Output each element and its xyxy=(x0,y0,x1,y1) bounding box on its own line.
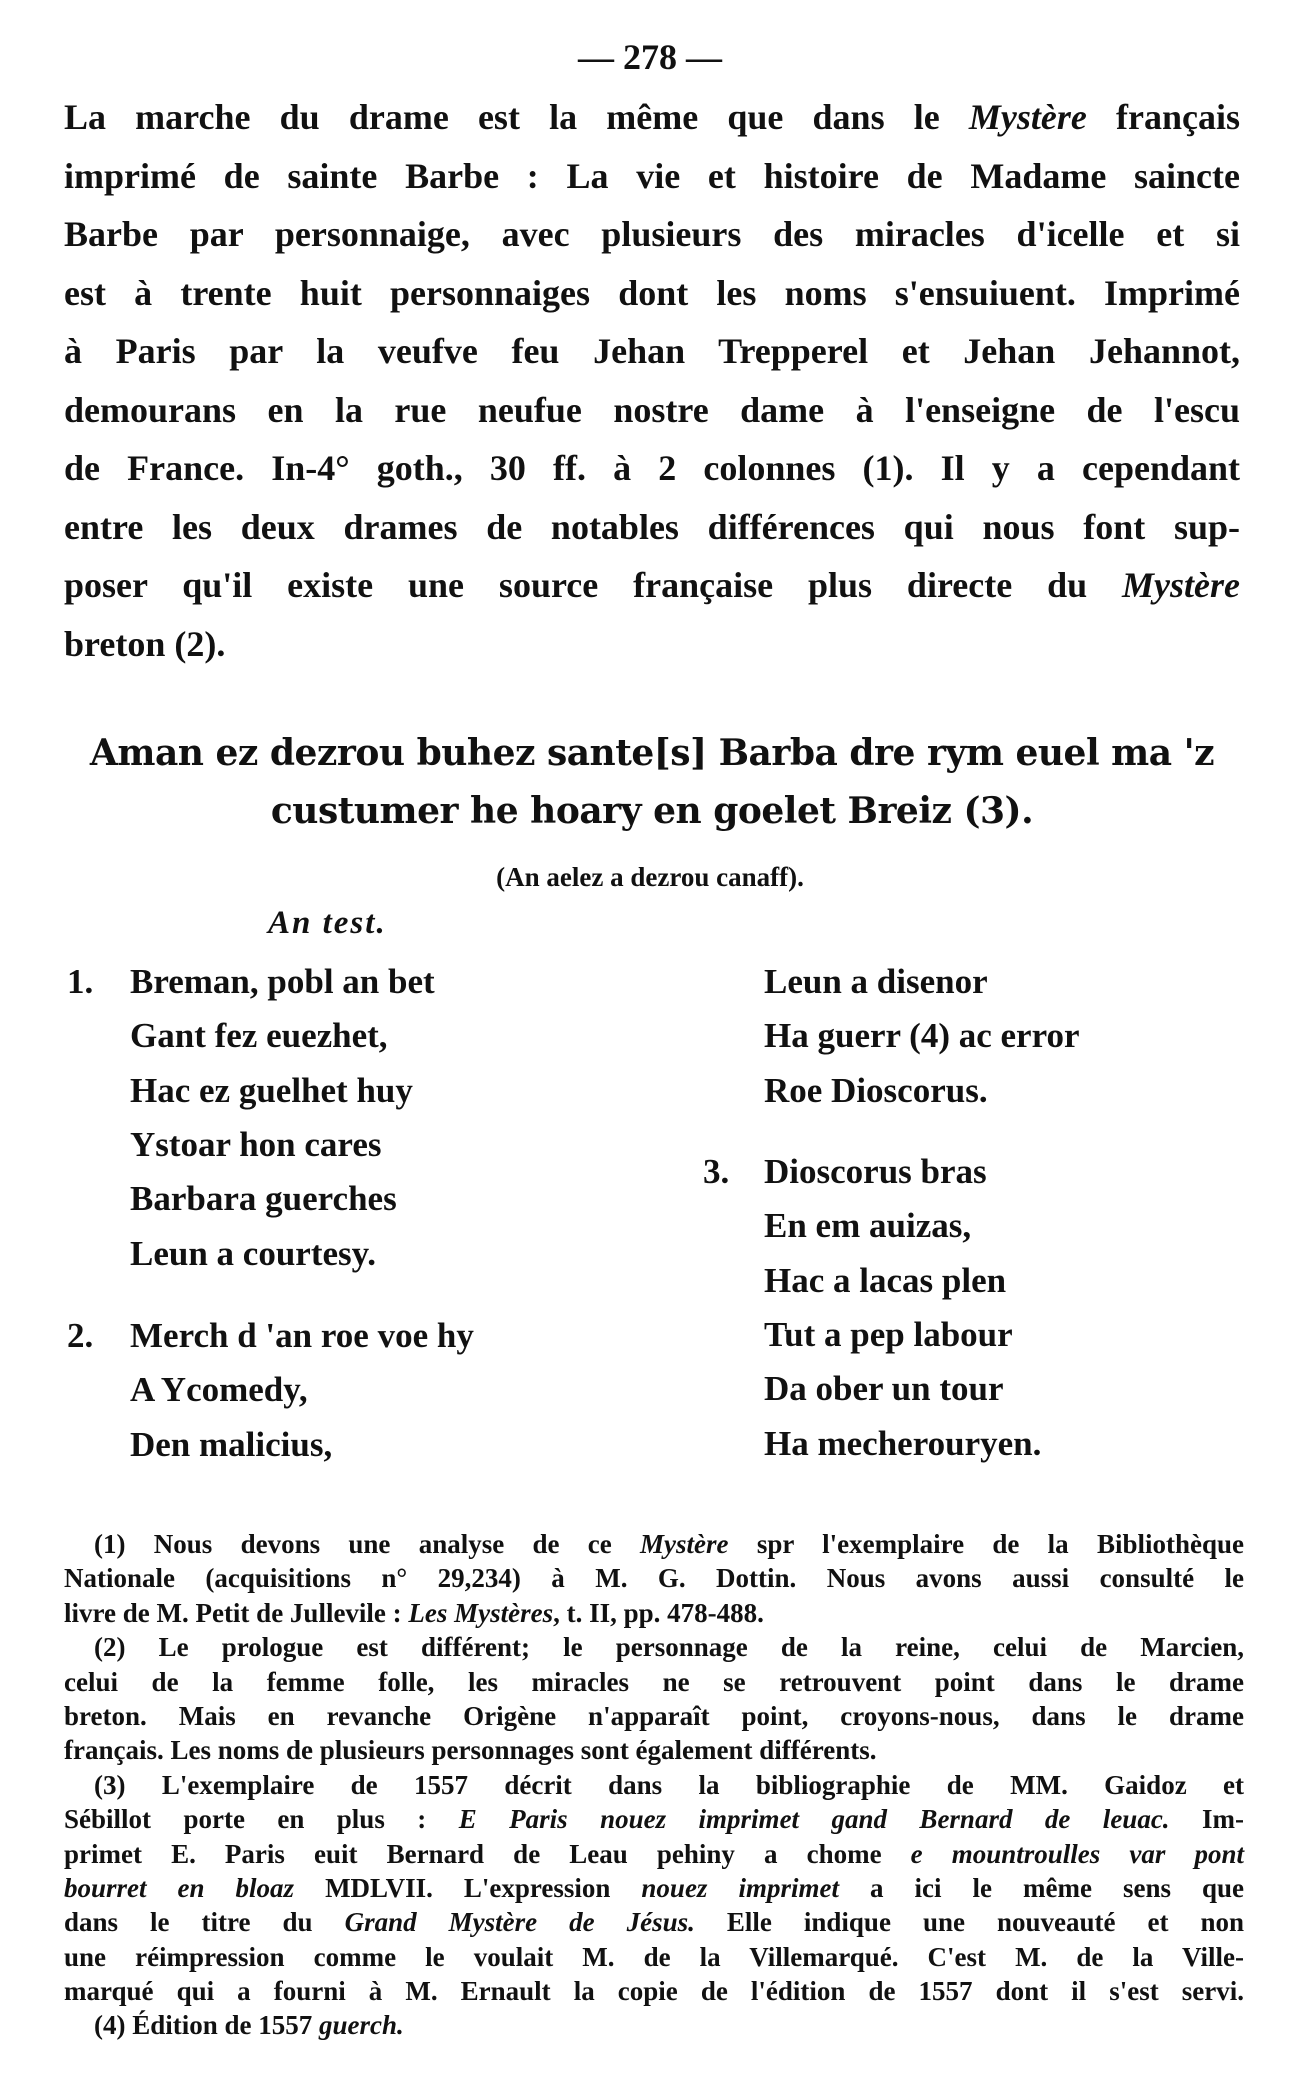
heading-line: custumer he hoary en goelet Breiz (3). xyxy=(270,790,1034,832)
text-run: poser qu'il existe une source française plus directe du xyxy=(64,565,1123,605)
text-run: celui de la femme folle, les miracles ne se retrouvent point dans le drame xyxy=(64,1666,1244,1697)
text-run: primet E. Paris euit Bernard de Leau pehiny a chome xyxy=(64,1838,911,1869)
verse-line: Gant fez euezhet, xyxy=(130,1016,388,1056)
italic-text-run: Mystère xyxy=(1122,565,1240,605)
footnote-line xyxy=(64,2008,1244,2042)
verse-line: Leun a disenor xyxy=(764,962,988,1001)
italic-text-run: e mountroulles var pont xyxy=(910,1838,1245,1869)
verse-line: Da ober un tour xyxy=(764,1369,1004,1409)
italic-text-run: nouez imprimet xyxy=(641,1872,839,1903)
text-run: français. Les noms de plusieurs personnages sont également différents. xyxy=(64,1735,877,1766)
footnote-line xyxy=(64,1802,1244,1836)
italic-text-run: Les Mystères xyxy=(408,1597,554,1628)
text-run: marqué qui a fourni à M. Ernault la copie de l'édition de 1557 dont il s'est servi. xyxy=(64,1976,1244,2007)
text-run: Nationale (acquisitions n° 29,234) à M. G. Dottin. Nous avons aussi consulté le xyxy=(64,1563,1244,1594)
stanza-number: 3. xyxy=(703,1152,730,1191)
text-run: (1) Nous devons une analyse de ce xyxy=(94,1529,641,1559)
heading-line: Aman ez dezrou buhez sante[s] Barba dre rym euel ma 'z xyxy=(89,732,1215,774)
text-run: est à trente huit personnaiges dont les noms s'ensuiuent. Imprimé xyxy=(64,272,1240,313)
verse-line: Ha mecherouryen. xyxy=(764,1423,1042,1463)
verse-line: Barbara guerches xyxy=(130,1179,397,1219)
italic-text-run: guerch. xyxy=(319,2010,404,2041)
text-run: entre les deux drames de notables différences qui nous font sup- xyxy=(64,506,1240,547)
text-run: (4) Édition de 1557 xyxy=(94,2010,320,2041)
verse-line: Den malicius, xyxy=(130,1424,333,1464)
stage-direction: (An aelez a dezrou canaff). xyxy=(496,862,804,892)
footnote-line xyxy=(64,1905,1244,1939)
text-run: MDLVII. L'expression xyxy=(294,1872,642,1903)
text-run: Im- xyxy=(1169,1804,1244,1835)
text-run: breton. Mais en revanche Origène n'apparaît point, croyons-nous, dans le drame xyxy=(64,1700,1244,1731)
footnote-line xyxy=(64,1733,1244,1767)
text-run: de France. In-4° goth., 30 ff. à 2 colonnes (1). Il y a cependant xyxy=(64,448,1240,488)
footnote-line xyxy=(64,1837,1244,1871)
text-run: Barbe par personnaige, avec plusieurs des miracles d'icelle et si xyxy=(64,214,1240,254)
footnote-line xyxy=(64,1940,1244,1974)
verse-line: Hac ez guelhet huy xyxy=(130,1070,413,1110)
stanza-number: 1. xyxy=(67,962,94,1001)
italic-text-run: Grand Mystère de Jésus. xyxy=(344,1907,695,1938)
text-run: (3) L'exemplaire de 1557 décrit dans la bibliographie de MM. Gaidoz et xyxy=(94,1769,1244,1800)
text-run: a ici le même sens que xyxy=(838,1872,1244,1903)
stanza-number: 2. xyxy=(67,1316,94,1355)
footnote-line xyxy=(64,1974,1244,2008)
footnotes xyxy=(64,1527,1244,2043)
text-run: imprimé de sainte Barbe : La vie et histoire de Madame saincte xyxy=(64,155,1240,196)
verse-line: Dioscorus bras xyxy=(764,1152,987,1191)
verse-line: Merch d 'an roe voe hy xyxy=(130,1316,474,1355)
footnote-line xyxy=(64,1596,1244,1630)
italic-text-run: bourret en bloaz xyxy=(64,1872,295,1903)
text-run: Elle indique une nouveauté et non xyxy=(694,1907,1245,1938)
italic-text-run: Mystère xyxy=(968,97,1087,137)
text-run: livre de M. Petit de Jullevile : xyxy=(64,1597,409,1628)
verse-line: Hac a lacas plen xyxy=(764,1260,1007,1300)
footnote-line xyxy=(64,1699,1244,1733)
footnote-line xyxy=(64,1665,1244,1699)
text-run: spr l'exemplaire de la Bibliothèque xyxy=(728,1529,1244,1559)
text-run: à Paris par la veufve feu Jehan Trepperel et Jehan Jehannot, xyxy=(64,331,1240,371)
speaker-name: An test. xyxy=(268,905,387,941)
verse-line: Ha guerr (4) ac error xyxy=(764,1016,1080,1056)
text-run: demourans en la rue neufue nostre dame à l'enseigne de l'escu xyxy=(64,389,1240,430)
italic-text-run: Mystère xyxy=(640,1529,729,1559)
footnote-line xyxy=(64,1527,1244,1561)
text-run: (2) Le prologue est différent; le personnage de la reine, celui de Marcien, xyxy=(94,1632,1244,1663)
verse-line: A Ycomedy, xyxy=(130,1370,308,1410)
verse-line: Roe Dioscorus. xyxy=(764,1070,988,1110)
footnote-line xyxy=(64,1561,1244,1595)
text-run: une réimpression comme le voulait M. de la Villemarqué. C'est M. de la Ville- xyxy=(64,1941,1244,1972)
text-run: La marche du drame est la même que dans le xyxy=(64,97,969,137)
verse-line: Breman, pobl an bet xyxy=(130,962,435,1001)
verse-line: Tut a pep labour xyxy=(764,1314,1013,1354)
verse-line: En em auizas, xyxy=(764,1206,972,1246)
page-number: — 278 — xyxy=(578,37,722,77)
text-run: français xyxy=(1086,97,1240,137)
footnote-line xyxy=(64,1871,1244,1905)
verse-line: Leun a courtesy. xyxy=(130,1233,376,1273)
footnote-line xyxy=(64,1630,1244,1664)
verse-line: Ystoar hon cares xyxy=(130,1124,382,1164)
text-run: breton (2). xyxy=(64,623,226,664)
text-run: , t. II, pp. 478-488. xyxy=(553,1597,764,1628)
text-run: Sébillot porte en plus : xyxy=(64,1804,459,1835)
text-run: dans le titre du xyxy=(64,1907,345,1938)
italic-text-run: E Paris nouez imprimet gand Bernard de leuac. xyxy=(458,1804,1170,1835)
footnote-line xyxy=(64,1768,1244,1802)
